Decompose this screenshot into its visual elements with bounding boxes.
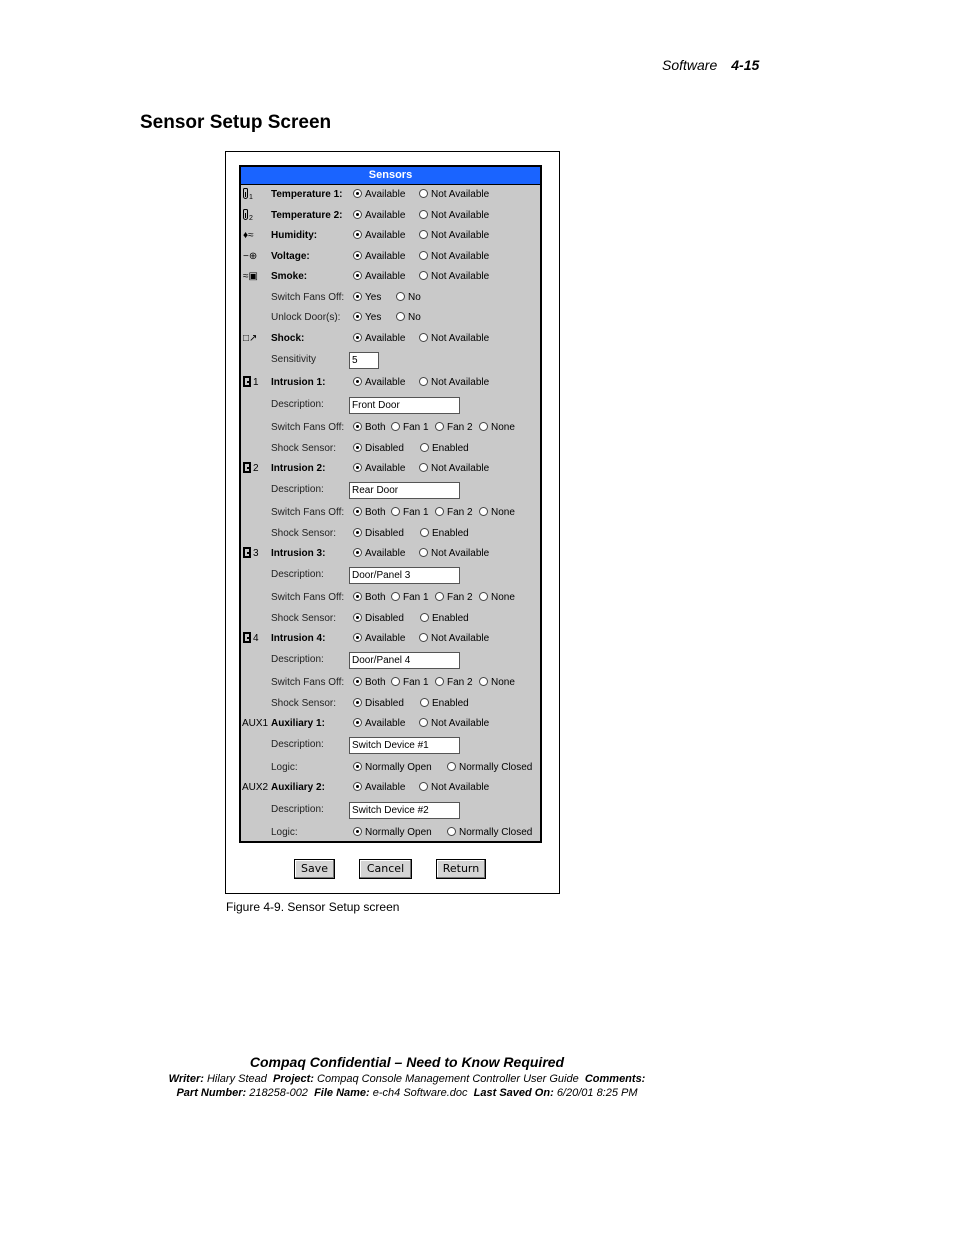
logic-label: Logic: bbox=[271, 827, 298, 838]
door-icon: 3 bbox=[243, 547, 269, 561]
aux1-normally-closed-radio[interactable]: Normally Closed bbox=[447, 761, 532, 775]
intr4-fans-both-radio[interactable]: Both bbox=[353, 676, 386, 690]
aux-icon: AUX1 bbox=[242, 718, 269, 729]
row-intr2-shock-sensor bbox=[241, 524, 540, 544]
row-aux2-description bbox=[241, 800, 540, 820]
shock-sensor-label: Shock Sensor: bbox=[271, 443, 337, 454]
return-button[interactable]: Return bbox=[436, 859, 486, 879]
intr1-fans-fan2-radio[interactable]: Fan 2 bbox=[435, 421, 473, 435]
running-header bbox=[662, 57, 759, 73]
intr4-fans-fan2-radio[interactable]: Fan 2 bbox=[435, 676, 473, 690]
intrusion-3-label: Intrusion 3: bbox=[271, 548, 326, 559]
intr2-not-available-radio[interactable]: Not Available bbox=[419, 462, 489, 476]
door-icon: 2 bbox=[243, 462, 269, 476]
row-intr2-switch-fans bbox=[241, 503, 540, 523]
row-voltage bbox=[241, 247, 540, 267]
temp2-not-available-radio[interactable]: Not Available bbox=[419, 209, 489, 223]
door-icon: 1 bbox=[243, 376, 269, 390]
row-intrusion-3 bbox=[241, 544, 540, 564]
intr4-fans-none-radio[interactable]: None bbox=[479, 676, 515, 690]
intr1-description-input[interactable]: Front Door bbox=[349, 397, 460, 414]
aux-icon: AUX2 bbox=[242, 782, 269, 793]
intr3-fans-both-radio[interactable]: Both bbox=[353, 591, 386, 605]
description-label: Description: bbox=[271, 739, 324, 750]
row-intr4-description bbox=[241, 650, 540, 670]
intr1-fans-both-radio[interactable]: Both bbox=[353, 421, 386, 435]
smoke-not-available-radio[interactable]: Not Available bbox=[419, 270, 489, 284]
intr3-fans-none-radio[interactable]: None bbox=[479, 591, 515, 605]
unlock-doors-no-radio[interactable]: No bbox=[396, 311, 421, 325]
shock-sensor-label: Shock Sensor: bbox=[271, 528, 337, 539]
intr2-description-input[interactable]: Rear Door bbox=[349, 482, 460, 499]
intr4-fans-fan1-radio[interactable]: Fan 1 bbox=[391, 676, 429, 690]
humidity-available-radio[interactable]: Available bbox=[353, 229, 405, 243]
temp2-available-radio[interactable]: Available bbox=[353, 209, 405, 223]
header-section: Software bbox=[662, 57, 718, 73]
confidential-notice: Compaq Confidential – Need to Know Required bbox=[249, 1054, 565, 1070]
smoke-switch-fans-label: Switch Fans Off: bbox=[271, 292, 345, 303]
intr3-fans-fan2-radio[interactable]: Fan 2 bbox=[435, 591, 473, 605]
shock-label: Shock: bbox=[271, 333, 305, 344]
row-sensitivity bbox=[241, 350, 540, 370]
intrusion-4-label: Intrusion 4: bbox=[271, 633, 326, 644]
shock-sensor-label: Shock Sensor: bbox=[271, 698, 337, 709]
row-temperature-2 bbox=[241, 206, 540, 226]
row-humidity bbox=[241, 226, 540, 246]
intr1-not-available-radio[interactable]: Not Available bbox=[419, 376, 489, 390]
intr2-shock-enabled-radio[interactable]: Enabled bbox=[420, 527, 469, 541]
intr4-shock-enabled-radio[interactable]: Enabled bbox=[420, 697, 469, 711]
smoke-icon: ≈▣ bbox=[243, 271, 258, 282]
sensors-panel bbox=[239, 165, 542, 843]
intr2-fans-none-radio[interactable]: None bbox=[479, 506, 515, 520]
intr3-shock-disabled-radio[interactable]: Disabled bbox=[353, 612, 404, 626]
row-intr4-shock-sensor bbox=[241, 694, 540, 714]
logic-label: Logic: bbox=[271, 762, 298, 773]
footer-line-2: Part Number: 218258-002 File Name: e-ch4 Software.doc Last Saved On: 6/20/01 8:25 PM bbox=[176, 1087, 638, 1099]
intr3-available-radio[interactable]: Available bbox=[353, 547, 405, 561]
row-intr1-description bbox=[241, 395, 540, 415]
cancel-button[interactable]: Cancel bbox=[359, 859, 412, 879]
description-label: Description: bbox=[271, 804, 324, 815]
intr2-fans-both-radio[interactable]: Both bbox=[353, 506, 386, 520]
smoke-available-radio[interactable]: Available bbox=[353, 270, 405, 284]
description-label: Description: bbox=[271, 484, 324, 495]
row-smoke-switch-fans bbox=[241, 288, 540, 308]
description-label: Description: bbox=[271, 399, 324, 410]
row-auxiliary-2 bbox=[241, 778, 540, 798]
header-page-number: 4-15 bbox=[731, 57, 760, 73]
thermometer-icon: 1 bbox=[243, 188, 269, 202]
shock-available-radio[interactable]: Available bbox=[353, 332, 405, 346]
thermometer-icon: 2 bbox=[243, 209, 269, 223]
door-icon: 4 bbox=[243, 632, 269, 646]
smoke-fans-no-radio[interactable]: No bbox=[396, 291, 421, 305]
panel-title: Sensors bbox=[241, 167, 540, 185]
intr1-shock-enabled-radio[interactable]: Enabled bbox=[420, 442, 469, 456]
description-label: Description: bbox=[271, 569, 324, 580]
intr2-available-radio[interactable]: Available bbox=[353, 462, 405, 476]
description-label: Description: bbox=[271, 654, 324, 665]
temperature-1-label: Temperature 1: bbox=[271, 189, 343, 200]
shock-sensor-label: Shock Sensor: bbox=[271, 613, 337, 624]
intr1-available-radio[interactable]: Available bbox=[353, 376, 405, 390]
auxiliary-2-label: Auxiliary 2: bbox=[271, 782, 325, 793]
row-intr1-switch-fans bbox=[241, 418, 540, 438]
save-button[interactable]: Save bbox=[294, 859, 335, 879]
footer-line-1: Writer: Hilary Stead Project: Compaq Console Management Controller User Guide Comments: bbox=[168, 1073, 646, 1085]
row-aux1-description bbox=[241, 735, 540, 755]
intr1-fans-none-radio[interactable]: None bbox=[479, 421, 515, 435]
aux2-available-radio[interactable]: Available bbox=[353, 781, 405, 795]
row-auxiliary-1 bbox=[241, 714, 540, 734]
intr4-shock-disabled-radio[interactable]: Disabled bbox=[353, 697, 404, 711]
intr3-description-input[interactable]: Door/Panel 3 bbox=[349, 567, 460, 584]
humidity-label: Humidity: bbox=[271, 230, 318, 241]
shock-not-available-radio[interactable]: Not Available bbox=[419, 332, 489, 346]
row-intr2-description bbox=[241, 480, 540, 500]
temperature-2-label: Temperature 2: bbox=[271, 210, 343, 221]
intr2-fans-fan1-radio[interactable]: Fan 1 bbox=[391, 506, 429, 520]
row-intr4-switch-fans bbox=[241, 673, 540, 693]
sensitivity-input[interactable]: 5 bbox=[349, 352, 379, 369]
switch-fans-label: Switch Fans Off: bbox=[271, 592, 345, 603]
switch-fans-label: Switch Fans Off: bbox=[271, 677, 345, 688]
intr3-not-available-radio[interactable]: Not Available bbox=[419, 547, 489, 561]
intr2-shock-disabled-radio[interactable]: Disabled bbox=[353, 527, 404, 541]
intr1-fans-fan1-radio[interactable]: Fan 1 bbox=[391, 421, 429, 435]
switch-fans-label: Switch Fans Off: bbox=[271, 507, 345, 518]
figure-caption: Figure 4-9. Sensor Setup screen bbox=[226, 900, 400, 914]
aux2-not-available-radio[interactable]: Not Available bbox=[419, 781, 489, 795]
smoke-label: Smoke: bbox=[271, 271, 308, 282]
intrusion-1-label: Intrusion 1: bbox=[271, 377, 326, 388]
switch-fans-label: Switch Fans Off: bbox=[271, 422, 345, 433]
row-intrusion-1 bbox=[241, 373, 540, 393]
row-intr1-shock-sensor bbox=[241, 439, 540, 459]
intrusion-2-label: Intrusion 2: bbox=[271, 463, 326, 474]
aux1-available-radio[interactable]: Available bbox=[353, 717, 405, 731]
aux2-description-input[interactable]: Switch Device #2 bbox=[349, 802, 460, 819]
page-title: Sensor Setup Screen bbox=[140, 112, 332, 133]
voltage-label: Voltage: bbox=[271, 251, 310, 262]
aux2-normally-open-radio[interactable]: Normally Open bbox=[353, 826, 432, 840]
intr3-fans-fan1-radio[interactable]: Fan 1 bbox=[391, 591, 429, 605]
intr2-fans-fan2-radio[interactable]: Fan 2 bbox=[435, 506, 473, 520]
row-intr3-shock-sensor bbox=[241, 609, 540, 629]
row-intr3-description bbox=[241, 565, 540, 585]
intr4-not-available-radio[interactable]: Not Available bbox=[419, 632, 489, 646]
temp1-available-radio[interactable]: Available bbox=[353, 188, 405, 202]
aux1-description-input[interactable]: Switch Device #1 bbox=[349, 737, 460, 754]
row-aux2-logic bbox=[241, 823, 540, 843]
voltage-available-radio[interactable]: Available bbox=[353, 250, 405, 264]
intr4-description-input[interactable]: Door/Panel 4 bbox=[349, 652, 460, 669]
voltage-icon: −⊕ bbox=[243, 251, 258, 262]
unlock-doors-label: Unlock Door(s): bbox=[271, 312, 341, 323]
row-intr3-switch-fans bbox=[241, 588, 540, 608]
auxiliary-1-label: Auxiliary 1: bbox=[271, 718, 325, 729]
row-shock bbox=[241, 329, 540, 349]
row-smoke bbox=[241, 267, 540, 287]
shock-icon: □↗ bbox=[243, 333, 258, 344]
intr3-shock-enabled-radio[interactable]: Enabled bbox=[420, 612, 469, 626]
temp1-not-available-radio[interactable]: Not Available bbox=[419, 188, 489, 202]
row-smoke-unlock-doors bbox=[241, 308, 540, 328]
humidity-icon: ♦≈ bbox=[243, 230, 254, 241]
humidity-not-available-radio[interactable]: Not Available bbox=[419, 229, 489, 243]
smoke-fans-yes-radio[interactable]: Yes bbox=[353, 291, 381, 305]
intr1-shock-disabled-radio[interactable]: Disabled bbox=[353, 442, 404, 456]
row-intrusion-2 bbox=[241, 459, 540, 479]
aux2-normally-closed-radio[interactable]: Normally Closed bbox=[447, 826, 532, 840]
sensitivity-label: Sensitivity bbox=[271, 354, 317, 365]
row-intrusion-4 bbox=[241, 629, 540, 649]
sensor-setup-screenshot bbox=[225, 151, 560, 894]
intr4-available-radio[interactable]: Available bbox=[353, 632, 405, 646]
row-temperature-1 bbox=[241, 185, 540, 205]
aux1-not-available-radio[interactable]: Not Available bbox=[419, 717, 489, 731]
voltage-not-available-radio[interactable]: Not Available bbox=[419, 250, 489, 264]
unlock-doors-yes-radio[interactable]: Yes bbox=[353, 311, 381, 325]
row-aux1-logic bbox=[241, 758, 540, 778]
aux1-normally-open-radio[interactable]: Normally Open bbox=[353, 761, 432, 775]
